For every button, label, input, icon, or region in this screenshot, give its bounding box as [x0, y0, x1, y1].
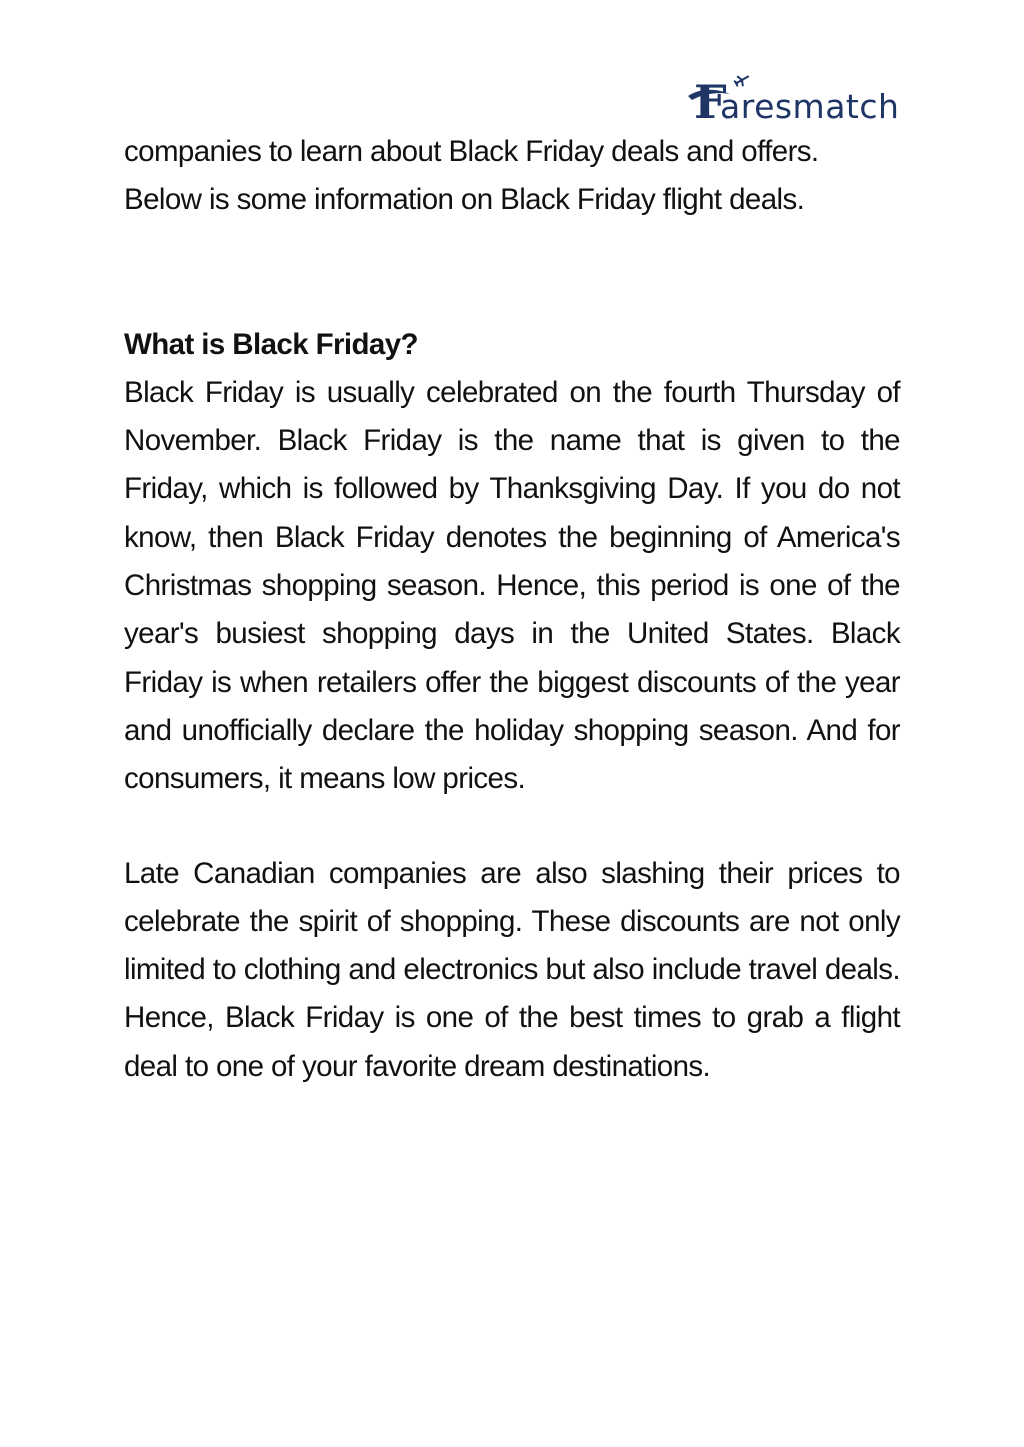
faresmatch-logo-graphic	[686, 68, 901, 124]
section-heading: What is Black Friday?	[124, 327, 418, 361]
intro-paragraph: companies to learn about Black Friday deals and offers. Below is some information on Black Friday flight deals.	[124, 135, 819, 217]
paragraph-black-friday: Black Friday is usually celebrated on the fourth Thursday of November. Black Friday is the name that is given to the Friday, which is followed by Thanksgiving Day. If you do not know, then Black Friday denotes the beginning of America's Christmas shopping season. Hence, this period is one of the year's busiest shopping days in the United States. Black Friday is when retailers offer the biggest discounts of the year and unofficially declare the holiday shopping season. And for consumers, it means low prices.	[124, 375, 900, 796]
logo-wordmark: aresmatch	[720, 87, 900, 124]
airplane-icon	[733, 72, 750, 88]
document-body	[124, 128, 900, 1091]
faresmatch-logo	[686, 68, 901, 124]
logo-letter-f: F	[694, 75, 727, 124]
paragraph-canadian-companies: Late Canadian companies are also slashing their prices to celebrate the spirit of shopping. These discounts are not only limited to clothing and electronics but also include travel deals. Hence, Black Friday is one of the best times to grab a flight deal to one of your favorite dream destinations.	[124, 856, 900, 1083]
